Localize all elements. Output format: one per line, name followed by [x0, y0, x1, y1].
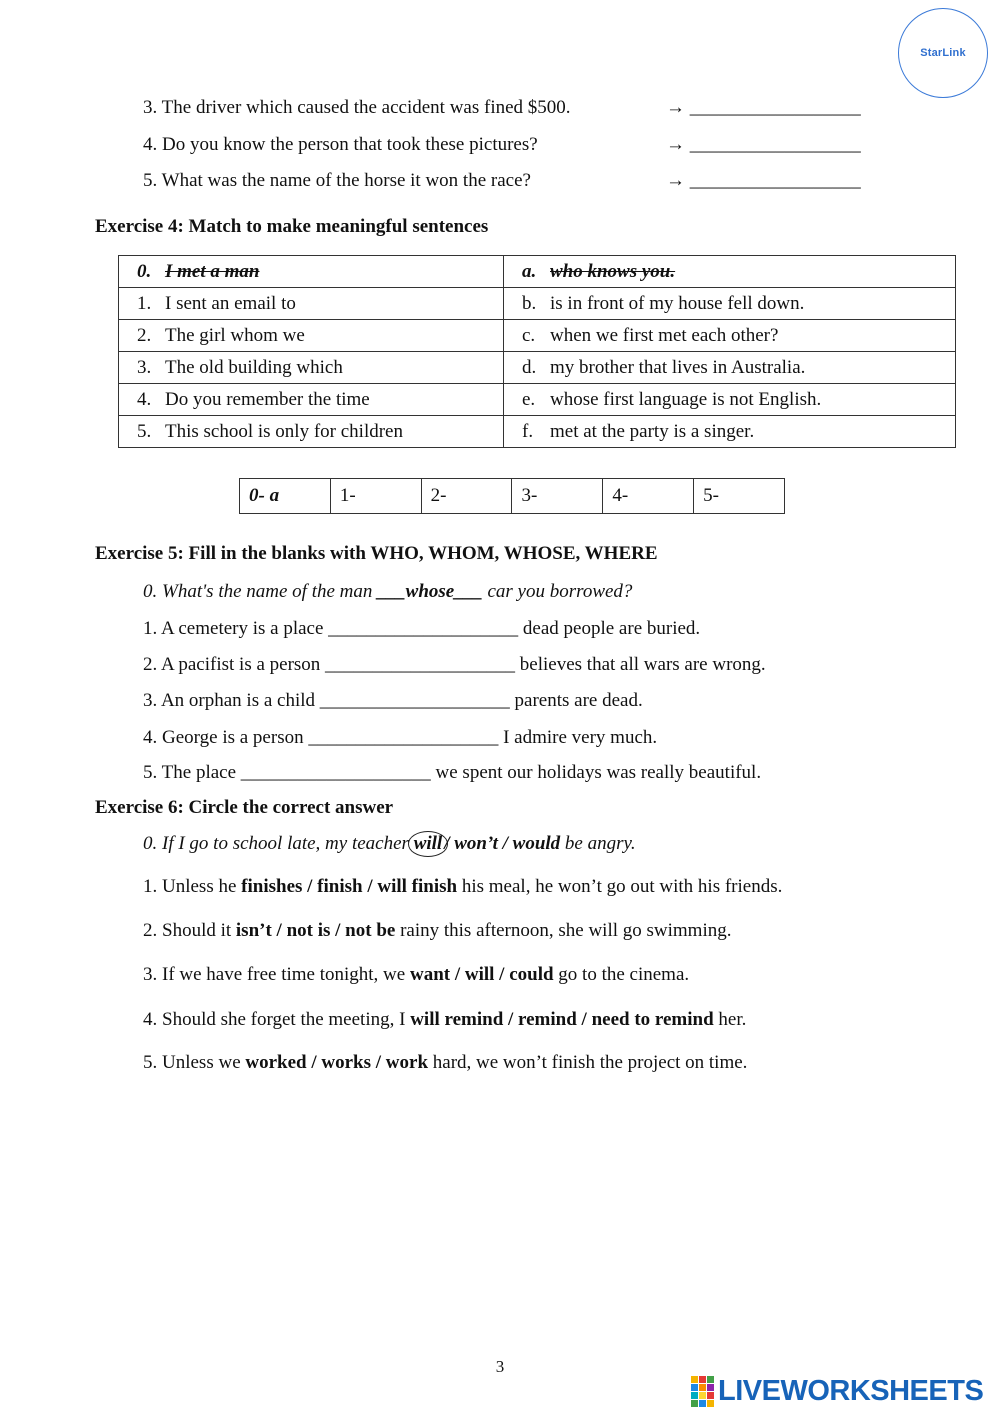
item-pre: 1. Unless he: [143, 876, 242, 897]
right-text: my brother that lives in Australia.: [550, 356, 806, 378]
right-text: when we first met each other?: [550, 324, 779, 346]
answer-cell[interactable]: 4-: [603, 479, 694, 514]
ex6-item-4: [143, 1009, 746, 1031]
ex3-item-3-text: 3. The driver which caused the accident was fined $500.: [143, 97, 571, 118]
item-post: go to the cinema.: [553, 964, 690, 985]
brand-text: LIVEWORKSHEETS: [718, 1374, 984, 1407]
example-answer: ___whose___: [377, 581, 483, 602]
answer-cell[interactable]: 5-: [694, 479, 785, 514]
ex6-item-1: [143, 876, 782, 898]
row-number: 0.: [137, 260, 152, 282]
item-post: her.: [713, 1009, 747, 1030]
ex3-item-4-text: 4. Do you know the person that took these pictures?: [143, 134, 538, 155]
item-post: rainy this afternoon, she will go swimming.: [395, 920, 732, 941]
ex3-item-4-answer: [666, 134, 861, 156]
row-letter: c.: [522, 324, 536, 346]
exercise-5-title: Exercise 5: Fill in the blanks with WHO, WHOM, WHOSE, WHERE: [95, 543, 658, 564]
item-options[interactable]: isn’t / not is / not be: [235, 920, 396, 941]
logo-text: StarLink: [920, 47, 966, 59]
ex3-item-5-text: 5. What was the name of the horse it won the race?: [143, 170, 531, 191]
row-number: 4.: [137, 388, 152, 410]
row-letter: d.: [522, 356, 537, 378]
match-right-cell: [504, 352, 956, 384]
right-text: is in front of my house fell down.: [550, 292, 805, 314]
item-options[interactable]: finishes / finish / will finish: [241, 876, 458, 897]
left-text: I sent an email to: [165, 292, 296, 314]
answer-blank[interactable]: __________________: [689, 134, 861, 155]
item-options[interactable]: will remind / remind / need to remind: [410, 1009, 714, 1030]
row-number: 3.: [137, 356, 152, 378]
match-left-cell: [119, 416, 504, 448]
answer-cell[interactable]: 2-: [421, 479, 512, 514]
row-letter: f.: [522, 420, 534, 442]
match-right-cell: [504, 384, 956, 416]
match-table: [118, 255, 956, 448]
match-right-cell: [504, 320, 956, 352]
answer-cell-example: 0- a: [240, 479, 331, 514]
match-right-cell: [504, 256, 956, 288]
item-options[interactable]: want / will / could: [409, 964, 554, 985]
match-row: [119, 352, 956, 384]
right-text: who knows you.: [550, 260, 676, 282]
example-options: / won’t / would: [444, 833, 561, 854]
ex6-item-5: [143, 1052, 747, 1074]
example-pre: 0. If I go to school late, my teacher: [143, 833, 414, 854]
right-text: whose first language is not English.: [550, 388, 822, 410]
row-letter: b.: [522, 292, 537, 314]
item-pre: 2. Should it: [143, 920, 236, 941]
starlink-logo: [898, 8, 988, 98]
example-pre: 0. What's the name of the man: [143, 581, 378, 602]
item-post: hard, we won’t finish the project on time.: [428, 1052, 748, 1073]
item-pre: 4. Should she forget the meeting, I: [143, 1009, 411, 1030]
row-number: 2.: [137, 324, 152, 346]
left-text: Do you remember the time: [165, 388, 370, 410]
item-pre: 5. Unless we: [143, 1052, 246, 1073]
answer-blank[interactable]: __________________: [689, 97, 861, 118]
example-post: car you borrowed?: [482, 581, 633, 602]
row-number: 5.: [137, 420, 152, 442]
ex5-item-1[interactable]: 1. A cemetery is a place ____________________ dead people are buried.: [143, 618, 701, 639]
match-answer-table: [239, 478, 785, 514]
match-row: [119, 416, 956, 448]
ex6-item-2: [143, 920, 731, 942]
arrow-icon: →: [666, 170, 685, 191]
left-text: The old building which: [165, 356, 343, 378]
match-row: [119, 320, 956, 352]
ex6-example: [143, 833, 636, 855]
match-row-example: [119, 256, 956, 288]
answer-cell[interactable]: 3-: [512, 479, 603, 514]
right-text: met at the party is a singer.: [550, 420, 755, 442]
ex5-item-2[interactable]: 2. A pacifist is a person ____________________ believes that all wars are wrong.: [143, 654, 766, 675]
row-letter: e.: [522, 388, 536, 410]
answer-cell[interactable]: 1-: [330, 479, 421, 514]
ex5-item-4[interactable]: 4. George is a person ____________________ I admire very much.: [143, 727, 658, 748]
answer-blank[interactable]: __________________: [689, 170, 861, 191]
match-right-cell: [504, 288, 956, 320]
row-number: 1.: [137, 292, 152, 314]
arrow-icon: →: [666, 97, 685, 118]
match-row: [119, 384, 956, 416]
ex6-item-3: [143, 964, 689, 986]
match-left-cell: [119, 288, 504, 320]
ex5-item-3[interactable]: 3. An orphan is a child ____________________ parents are dead.: [143, 690, 643, 711]
match-left-cell: [119, 352, 504, 384]
match-left-cell: [119, 384, 504, 416]
item-options[interactable]: worked / works / work: [245, 1052, 429, 1073]
ex3-item-3-answer: [666, 97, 861, 119]
left-text: This school is only for children: [165, 420, 403, 442]
liveworksheets-logo: [691, 1374, 983, 1408]
ex3-item-5-answer: [666, 170, 861, 192]
liveworksheets-grid-icon: [691, 1376, 714, 1407]
exercise-4-title: Exercise 4: Match to make meaningful sentences: [95, 216, 489, 237]
ex5-item-5[interactable]: 5. The place ____________________ we spent our holidays was really beautiful.: [143, 762, 762, 783]
example-post: be angry.: [560, 833, 636, 854]
page-number: 3: [495, 1357, 505, 1376]
left-text: I met a man: [165, 260, 260, 282]
match-left-cell: [119, 320, 504, 352]
left-text: The girl whom we: [165, 324, 305, 346]
item-pre: 3. If we have free time tonight, we: [143, 964, 410, 985]
match-right-cell: [504, 416, 956, 448]
ex5-example: [143, 581, 632, 603]
exercise-6-title: Exercise 6: Circle the correct answer: [95, 797, 394, 818]
item-post: his meal, he won’t go out with his friends.: [457, 876, 783, 897]
arrow-icon: →: [666, 134, 685, 155]
match-left-cell: [119, 256, 504, 288]
match-row: [119, 288, 956, 320]
circled-answer: will: [408, 831, 449, 857]
row-letter: a.: [522, 260, 537, 282]
